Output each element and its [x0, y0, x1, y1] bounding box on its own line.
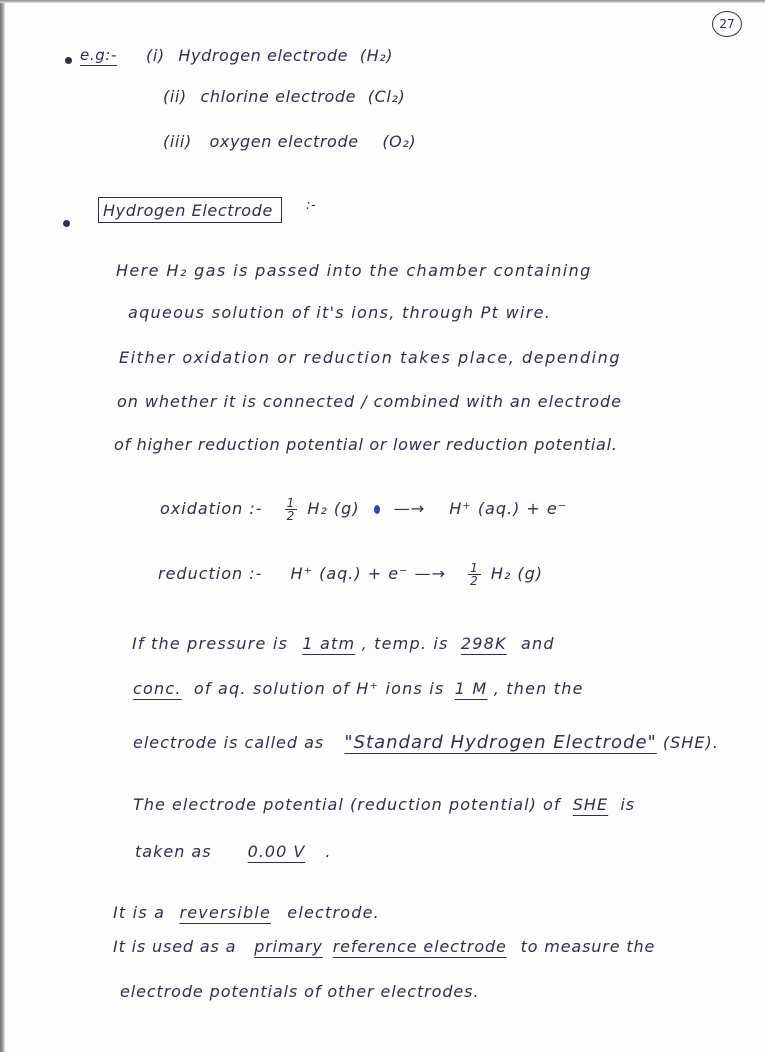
example-index: (ii)	[163, 87, 187, 106]
scan-edge-left	[0, 0, 5, 1052]
she-potential-value: 0.00 V	[247, 842, 306, 861]
pressure-value: 1 atm	[302, 634, 356, 653]
conc-label: conc.	[133, 679, 182, 698]
ink-blot	[374, 505, 380, 514]
reaction-arrow: —→	[393, 499, 426, 518]
note-line-3: electrode potentials of other electrodes.	[120, 982, 480, 1001]
examples-label: e.g:-	[80, 46, 117, 64]
oxidation-label: oxidation :-	[160, 499, 263, 518]
potential-line-1: The electrode potential (reduction potential) of SHE is	[133, 795, 636, 814]
example-text: chlorine electrode	[200, 87, 357, 106]
section-heading-box	[98, 197, 282, 223]
example-item	[163, 87, 405, 106]
potential-line-2: taken as 0.00 V .	[135, 842, 332, 861]
fraction-half: $\frac{1}{2}$	[470, 561, 479, 588]
example-item	[146, 46, 393, 65]
paragraph-line: on whether it is connected / combined with an electrode	[117, 392, 622, 411]
reduction-equation	[158, 562, 543, 587]
example-text: oxygen electrode	[209, 132, 359, 151]
she-label: SHE	[572, 795, 609, 814]
conditions-line-3: electrode is called as "Standard Hydrogen Electrode" (SHE).	[133, 732, 719, 753]
primary-term: primary	[254, 937, 323, 956]
oxidation-lhs: H₂ (g)	[307, 499, 360, 518]
paragraph-line: Either oxidation or reduction takes place, depending	[119, 348, 622, 367]
example-text: Hydrogen electrode	[178, 46, 349, 65]
reduction-rhs: H₂ (g)	[490, 564, 543, 583]
she-full-name: "Standard Hydrogen Electrode"	[344, 732, 657, 753]
oxidation-rhs: H⁺ (aq.) + e⁻	[449, 499, 568, 518]
bullet-icon	[63, 220, 70, 227]
example-formula: (H₂)	[359, 46, 394, 65]
concentration-value: 1 M	[454, 679, 488, 698]
bullet-icon	[65, 57, 72, 64]
example-formula: (Cl₂)	[367, 87, 406, 106]
page-number: 27	[712, 11, 742, 37]
reduction-label: reduction :-	[158, 564, 263, 583]
conditions-line-1: If the pressure is 1 atm , temp. is 298K and	[132, 634, 555, 653]
paragraph-line: Here H₂ gas is passed into the chamber containing	[116, 261, 592, 280]
section-heading: Hydrogen Electrode	[103, 201, 273, 220]
she-abbrev: (SHE).	[662, 733, 719, 752]
example-index: (iii)	[163, 132, 192, 151]
heading-suffix: :-	[306, 198, 317, 213]
note-line-2: It is used as a primary reference electrode to measure the	[113, 937, 656, 956]
reversible-term: reversible	[179, 903, 271, 922]
reaction-arrow: —→	[414, 564, 446, 583]
reduction-lhs: H⁺ (aq.) + e⁻	[290, 564, 409, 583]
oxidation-equation	[160, 497, 567, 522]
fraction-half: $\frac{1}{2}$	[286, 496, 296, 523]
example-formula: (O₂)	[382, 132, 417, 151]
example-index: (i)	[146, 46, 165, 65]
example-item	[163, 132, 416, 151]
note-line-1: It is a reversible electrode.	[113, 903, 380, 922]
scan-edge-top	[0, 0, 765, 3]
paragraph-line: aqueous solution of it's ions, through Pt wire.	[128, 303, 552, 322]
reference-electrode-term: reference electrode	[332, 937, 507, 956]
conditions-line-2: conc. of aq. solution of H⁺ ions is 1 M , then the	[133, 679, 584, 698]
temperature-value: 298K	[460, 634, 507, 653]
paragraph-line: of higher reduction potential or lower reduction potential.	[114, 435, 618, 454]
